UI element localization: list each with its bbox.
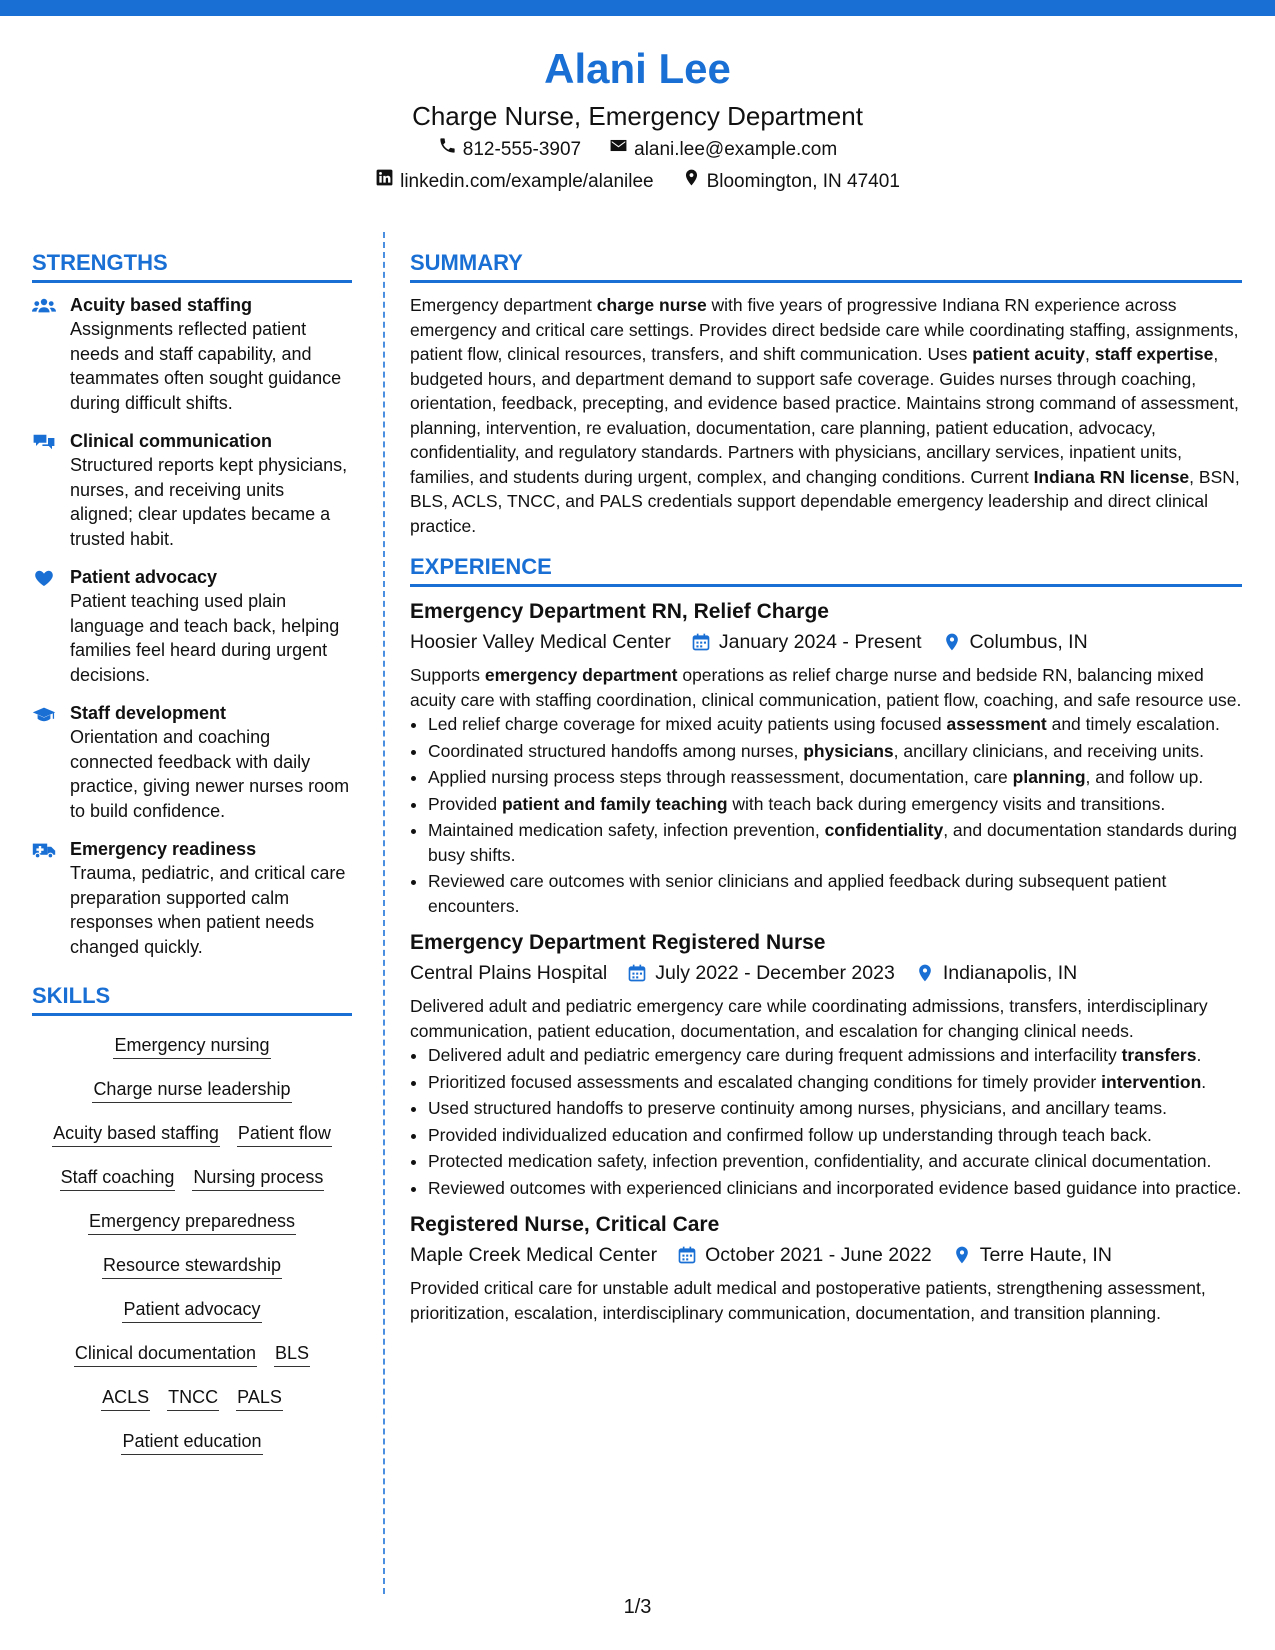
ambulance-icon: [32, 837, 56, 959]
linkedin-icon: [375, 166, 394, 198]
skill-row: [32, 1384, 352, 1411]
map-pin-icon: [942, 632, 962, 652]
employer-name: Hoosier Valley Medical Center: [410, 631, 671, 653]
job-location: Terre Haute, IN: [979, 1244, 1112, 1266]
left-column: [32, 248, 352, 1472]
skills-list: [32, 1026, 352, 1455]
calendar-icon: [677, 1245, 697, 1265]
candidate-title: Charge Nurse, Emergency Department: [412, 101, 863, 131]
skill-tag: Acuity based staffing: [52, 1120, 220, 1147]
strength-description: Patient teaching used plain language and teach back, helping families feel heard during urgent decisions.: [70, 591, 340, 685]
job-title: Emergency Department Registered Nurse: [410, 931, 826, 954]
job-location: Columbus, IN: [969, 631, 1088, 653]
page-number: 1/3: [623, 1596, 652, 1618]
phone-text: 812-555-3907: [462, 139, 582, 160]
job-location: Indianapolis, IN: [942, 962, 1078, 984]
skill-row: [32, 1120, 352, 1147]
summary-heading: SUMMARY: [410, 248, 1242, 283]
map-pin-icon: [952, 1245, 972, 1265]
candidate-name: Alani Lee: [544, 45, 731, 92]
job-description: Supports emergency department operations as relief charge nurse and bedside RN, balancing mixed acuity care with staffing coordination, clinical communication, patient flow, coaching, and safe resource use.: [410, 665, 1242, 710]
job-dates: October 2021 - June 2022: [705, 1244, 932, 1266]
job-title: Emergency Department RN, Relief Charge: [410, 600, 829, 623]
employer-name: Central Plains Hospital: [410, 962, 608, 984]
job-bullet: • Led relief charge coverage for mixed acuity patients using focused assessment and timely escalation.: [428, 712, 1242, 737]
job-meta: [410, 958, 1242, 988]
job-dates: January 2024 - Present: [718, 631, 922, 653]
strength-heading: Acuity based staffing: [70, 295, 253, 315]
job-bullet: • Protected medication safety, infection prevention, confidentiality, and accurate clinical documentation.: [428, 1149, 1242, 1174]
job-entry: [410, 928, 1242, 1200]
experience-list: [410, 597, 1242, 1325]
skill-tag: Patient flow: [237, 1120, 332, 1147]
top-accent-bar: [0, 0, 1275, 16]
job-bullets: [410, 1043, 1242, 1200]
strength-description: Assignments reflected patient needs and staff capability, and teammates often sought guidance during difficult shifts.: [70, 319, 342, 413]
job-bullet: • Prioritized focused assessments and escalated changing conditions for timely provider intervention.: [428, 1070, 1242, 1095]
strength-item: [32, 565, 352, 687]
job-bullet: • Applied nursing process steps through reassessment, documentation, care planning, and follow up.: [428, 765, 1242, 790]
location-text: Bloomington, IN 47401: [706, 171, 900, 192]
users-icon: [32, 293, 56, 415]
skill-row: [32, 1252, 352, 1279]
strength-item: [32, 429, 352, 551]
strengths-heading: STRENGTHS: [32, 248, 352, 283]
calendar-icon: [691, 632, 711, 652]
job-bullet: • Provided patient and family teaching with teach back during emergency visits and transitions.: [428, 792, 1242, 817]
skill-tag: TNCC: [167, 1384, 219, 1411]
envelope-icon: [609, 134, 628, 166]
skill-row: [32, 1428, 352, 1455]
skill-row: [32, 1340, 352, 1367]
skill-tag: Patient education: [121, 1428, 262, 1455]
map-pin-icon: [682, 166, 701, 198]
chat-icon: [32, 429, 56, 551]
skills-heading: SKILLS: [32, 981, 352, 1016]
skill-row: [32, 1164, 352, 1191]
job-title: Registered Nurse, Critical Care: [410, 1213, 720, 1236]
experience-heading: EXPERIENCE: [410, 552, 1242, 587]
job-entry: [410, 1210, 1242, 1325]
job-bullet: • Maintained medication safety, infection prevention, confidentiality, and documentation standards during busy shifts.: [428, 818, 1242, 867]
job-bullet: • Reviewed outcomes with experienced clinicians and incorporated evidence based guidance into practice.: [428, 1176, 1242, 1201]
skill-tag: BLS: [274, 1340, 310, 1367]
job-bullet: • Reviewed care outcomes with senior clinicians and applied feedback during subsequent patient encounters.: [428, 869, 1242, 918]
job-bullet: • Used structured handoffs to preserve continuity among nurses, physicians, and ancillary teams.: [428, 1096, 1242, 1121]
column-divider: [383, 232, 385, 1594]
skill-tag: Nursing process: [192, 1164, 324, 1191]
resume-header: [0, 40, 1275, 198]
strength-heading: Clinical communication: [70, 431, 273, 451]
job-entry: [410, 597, 1242, 918]
map-pin-icon: [915, 963, 935, 983]
phone-icon: [438, 134, 457, 166]
location-contact: [682, 166, 900, 198]
job-description: Provided critical care for unstable adult medical and postoperative patients, strengthening assessment, prioritization, escalation, interdisciplinary communication, documentation, and transition planning.: [410, 1278, 1206, 1323]
linkedin-contact[interactable]: [375, 166, 653, 198]
job-meta: [410, 1240, 1242, 1270]
linkedin-text: linkedin.com/example/alanilee: [400, 171, 654, 192]
skill-row: [32, 1076, 352, 1103]
strength-description: Orientation and coaching connected feedback with daily practice, giving newer nurses room to build confidence.: [70, 727, 350, 821]
contact-row-2: [0, 166, 1275, 198]
calendar-icon: [627, 963, 647, 983]
strength-item: [32, 701, 352, 823]
strength-description: Trauma, pediatric, and critical care preparation supported calm responses when patient needs changed quickly.: [70, 863, 346, 957]
strength-description: Structured reports kept physicians, nurses, and receiving units aligned; clear updates became a trusted habit.: [70, 455, 348, 549]
contact-row-1: [0, 134, 1275, 166]
skill-row: [32, 1208, 352, 1235]
summary-paragraph: Emergency department charge nurse with five years of progressive Indiana RN experience across emergency and critical care settings. Provides direct bedside care while coordinating staffing, assignments, patient flow, clinical resources, transfers, and shift communication. Uses patient acuity, staff expertise, budgeted hours, and department demand to support safe coverage. Guides nurses through coaching, orientation, feedback, precepting, and evidence based practice. Maintains strong command of assessment, planning, intervention, re evaluation, documentation, care planning, patient education, advocacy, confidentiality, and regulatory standards. Partners with physicians, ancillary services, inpatient units, families, and students during urgent, complex, and changing conditions. Current Indiana RN license, BSN, BLS, ACLS, TNCC, and PALS credentials support dependable emergency leadership and direct clinical practice.: [410, 295, 1240, 536]
job-bullets: [410, 712, 1242, 918]
skill-row: [32, 1032, 352, 1059]
strength-item: [32, 293, 352, 415]
job-bullet: • Provided individualized education and confirmed follow up understanding through teach back.: [428, 1123, 1242, 1148]
email-text: alani.lee@example.com: [634, 139, 838, 160]
job-bullet: • Delivered adult and pediatric emergency care during frequent admissions and interfacility transfers.: [428, 1043, 1242, 1068]
right-column: [410, 248, 1242, 1335]
heart-icon: [32, 565, 56, 687]
email-contact[interactable]: [609, 134, 837, 166]
job-bullet: • Coordinated structured handoffs among nurses, physicians, ancillary clinicians, and receiving units.: [428, 739, 1242, 764]
strength-heading: Patient advocacy: [70, 567, 218, 587]
strength-heading: Staff development: [70, 703, 227, 723]
strength-item: [32, 837, 352, 959]
skill-tag: ACLS: [101, 1384, 150, 1411]
job-meta: [410, 627, 1242, 657]
skill-tag: Patient advocacy: [122, 1296, 261, 1323]
job-description: Delivered adult and pediatric emergency care while coordinating admissions, transfers, interdisciplinary communication, patient education, documentation, and escalation for changing clinical needs.: [410, 996, 1208, 1041]
strengths-list: [32, 293, 352, 959]
job-dates: July 2022 - December 2023: [655, 962, 895, 984]
skill-tag: Emergency preparedness: [88, 1208, 296, 1235]
skill-tag: Staff coaching: [60, 1164, 176, 1191]
skill-tag: PALS: [236, 1384, 283, 1411]
graduation-cap-icon: [32, 701, 56, 823]
skill-tag: Emergency nursing: [113, 1032, 270, 1059]
strength-heading: Emergency readiness: [70, 839, 257, 859]
skill-row: [32, 1296, 352, 1323]
skill-tag: Charge nurse leadership: [92, 1076, 291, 1103]
phone-contact[interactable]: [438, 134, 581, 166]
skill-tag: Resource stewardship: [102, 1252, 282, 1279]
employer-name: Maple Creek Medical Center: [410, 1244, 658, 1266]
skill-tag: Clinical documentation: [74, 1340, 257, 1367]
